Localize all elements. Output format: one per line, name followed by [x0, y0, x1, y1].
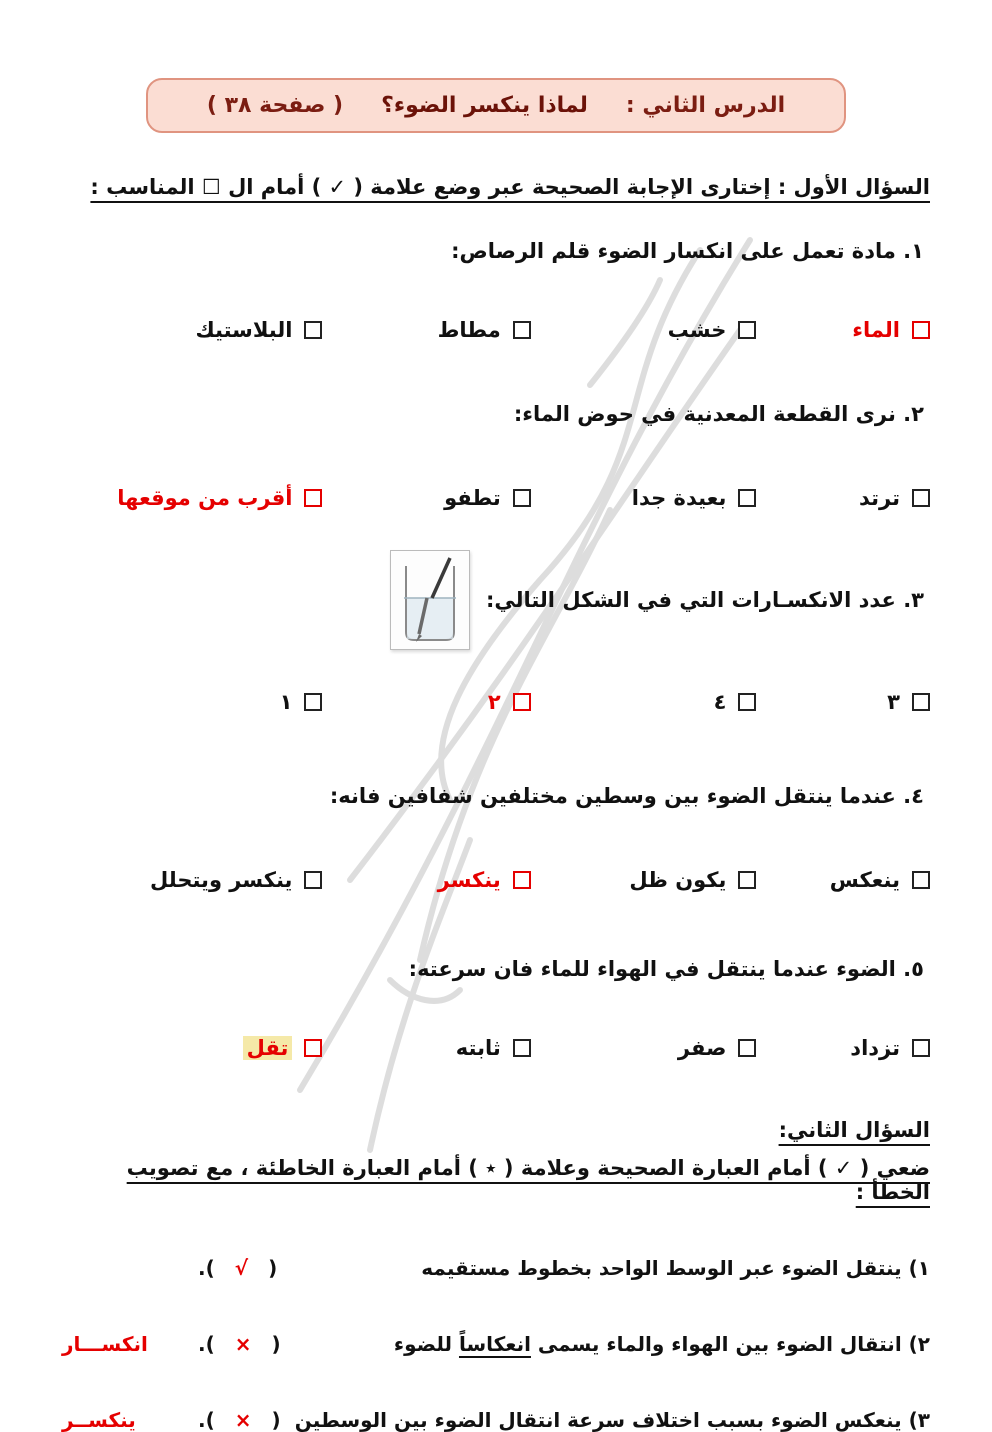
question-4-text: ٤. عندما ينتقل الضوء بين وسطين مختلفين شفافين فانه:	[329, 784, 924, 808]
checkbox[interactable]	[513, 321, 531, 339]
question-5-text: ٥. الضوء عندما ينتقل في الهواء للماء فان سرعته:	[408, 957, 924, 981]
option-label: البلاستيك	[195, 318, 293, 342]
section2-instruction: ضعي ( ✓ ) أمام العبارة الصحيحة وعلامة ( ٭ ) أمام العبارة الخاطئة ، مع تصويب الخطأ :	[126, 1156, 930, 1204]
section1-heading: السؤال الأول : إختارى الإجابة الصحيحة عبر وضع علامة ( ✓ ) أمام ال ☐ المناسب :	[90, 175, 930, 199]
option-label: ١	[279, 690, 293, 714]
option-plastic	[62, 318, 322, 342]
option-label: ينعكس	[829, 868, 900, 892]
checkbox[interactable]	[304, 693, 322, 711]
statement-text: ينتقل الضوء عبر الوسط الواحد بخطوط مستقيمه	[421, 1256, 902, 1280]
option-label: ترتد	[859, 486, 900, 510]
correction-text: ينكســر	[62, 1408, 136, 1432]
option-constant	[322, 1036, 530, 1060]
question-4-options	[62, 868, 930, 892]
option-one	[62, 690, 322, 714]
statement-number: ٢)	[908, 1332, 930, 1356]
statement-number: ٣)	[908, 1408, 930, 1432]
statement-number: ١)	[908, 1256, 930, 1280]
option-label: صفر	[677, 1036, 727, 1060]
option-decreases	[62, 1036, 322, 1060]
pencil-in-water-image	[394, 554, 466, 646]
question-1-text: ١. مادة تعمل على انكسار الضوء قلم الرصاص:	[451, 239, 924, 263]
option-refracts	[322, 868, 530, 892]
option-label: يكون ظل	[629, 868, 727, 892]
option-shadow	[531, 868, 757, 892]
option-label: ثابته	[455, 1036, 501, 1060]
question-5-options	[62, 1036, 930, 1060]
lesson-label: الدرس الثاني :	[625, 93, 786, 118]
checkbox[interactable]	[738, 693, 756, 711]
page-reference: ( صفحة ٣٨ )	[206, 93, 344, 118]
section2-heading: السؤال الثاني:	[778, 1118, 930, 1142]
statement-1	[62, 1256, 930, 1280]
checkbox[interactable]	[738, 871, 756, 889]
cross-mark: ×	[234, 1408, 252, 1432]
statement-2	[62, 1332, 930, 1356]
checkbox[interactable]	[304, 321, 322, 339]
checkbox[interactable]	[912, 1039, 930, 1057]
statement-text: ينعكس الضوء بسبب اختلاف سرعة انتقال الضوء بين الوسطين	[294, 1408, 902, 1432]
question-3-text: ٣. عدد الانكسـارات التي في الشكل التالي:	[485, 588, 924, 612]
option-bounces	[756, 486, 930, 510]
checkbox[interactable]	[738, 321, 756, 339]
question-3-block	[62, 550, 930, 650]
question-3-options	[62, 690, 930, 714]
question-2-text: ٢. نرى القطعة المعدنية في حوض الماء:	[513, 402, 924, 426]
correction-text: انكســـار	[62, 1332, 148, 1356]
option-label: مطاط	[437, 318, 501, 342]
option-label: الماء	[852, 318, 900, 342]
option-zero	[531, 1036, 757, 1060]
option-increases	[756, 1036, 930, 1060]
option-label: أقرب من موقعها	[117, 486, 293, 510]
option-very-far	[531, 486, 757, 510]
option-label: ٢	[487, 690, 501, 714]
statement-3	[62, 1408, 930, 1432]
option-label: تطفو	[444, 486, 501, 510]
checkbox[interactable]	[912, 693, 930, 711]
checkbox[interactable]	[304, 1039, 322, 1057]
checkbox[interactable]	[513, 489, 531, 507]
checkbox[interactable]	[513, 871, 531, 889]
question-1-options	[62, 318, 930, 342]
option-label: ٤	[713, 690, 727, 714]
option-three	[756, 690, 930, 714]
option-label: ينكسر ويتحلل	[150, 868, 293, 892]
cross-mark: ×	[234, 1332, 252, 1356]
checkbox[interactable]	[513, 1039, 531, 1057]
option-label: تزداد	[850, 1036, 900, 1060]
lesson-question: لماذا ينكسر الضوء؟	[381, 93, 588, 118]
option-label: ٣	[887, 690, 900, 714]
checkbox[interactable]	[513, 693, 531, 711]
option-label: ينكسر	[437, 868, 501, 892]
checkbox[interactable]	[912, 489, 930, 507]
statement-text: انتقال الضوء بين الهواء والماء يسمى انعكاساً للضوء	[393, 1332, 902, 1356]
check-mark: √	[234, 1256, 249, 1280]
option-rubber	[322, 318, 530, 342]
option-closer	[62, 486, 322, 510]
lesson-title-box	[146, 78, 846, 133]
option-label: خشب	[667, 318, 727, 342]
checkbox[interactable]	[912, 871, 930, 889]
checkbox[interactable]	[304, 871, 322, 889]
question-2-options	[62, 486, 930, 510]
mark-group: ( × ).	[198, 1408, 281, 1432]
option-label: بعيدة جدا	[631, 486, 727, 510]
pencil-in-water-figure	[390, 550, 470, 650]
mark-group: ( × ).	[198, 1332, 281, 1356]
checkbox[interactable]	[738, 489, 756, 507]
option-wood	[531, 318, 757, 342]
option-refracts-decomposes	[62, 868, 322, 892]
option-water	[756, 318, 930, 342]
checkbox[interactable]	[912, 321, 930, 339]
checkbox[interactable]	[738, 1039, 756, 1057]
option-four	[531, 690, 757, 714]
option-reflects	[756, 868, 930, 892]
option-two	[322, 690, 530, 714]
mark-group: ( √ ).	[198, 1256, 278, 1280]
checkbox[interactable]	[304, 489, 322, 507]
option-floats	[322, 486, 530, 510]
option-label: تقل	[243, 1036, 293, 1060]
